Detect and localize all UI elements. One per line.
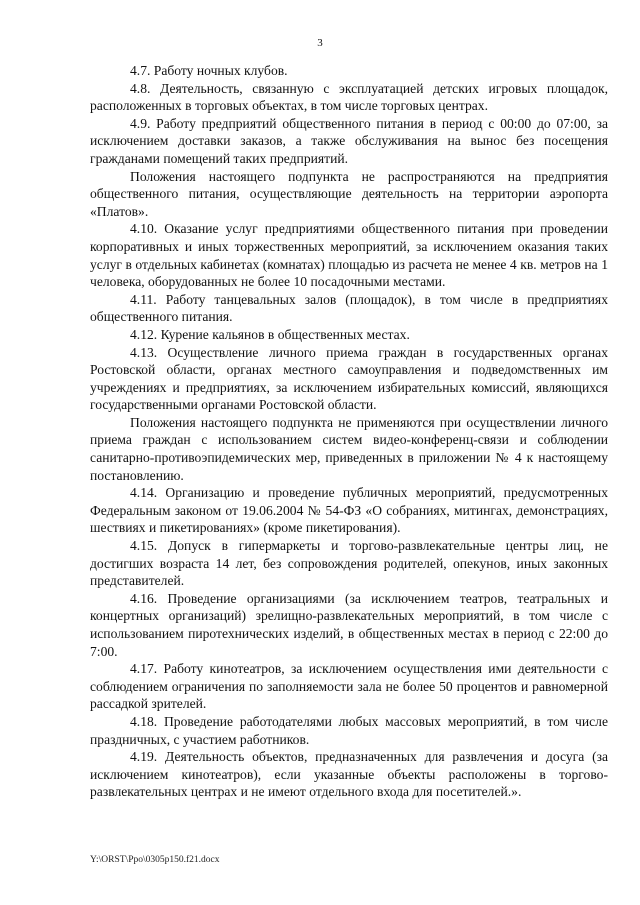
paragraph-4-9-note: Положения настоящего подпункта не распространяются на предприятия общественного питания, осуществляющие деятельность на территории аэропорта «Платов».	[90, 168, 608, 219]
paragraph-4-13-note: Положения настоящего подпункта не применяются при осуществлении личного приема граждан с использованием систем видео-конференц-связи и соблюдении санитарно-противоэпидемических мер, приведенных в приложении № 4 к настоящему постановлению.	[90, 414, 608, 483]
paragraph-4-10: 4.10. Оказание услуг предприятиями общественного питания при проведении корпоративных и иных торжественных мероприятий, за исключением оказания таких услуг в отдельных кабинетах (комнатах) площадью из расчета не менее 4 кв. метров на 1 человека, оборудованных не более 10 посадочными местами.	[90, 221, 608, 290]
paragraph-4-8: 4.8. Деятельность, связанную с эксплуатацией детских игровых площадок, расположенных в торговых объектах, в том числе торговых центрах.	[90, 80, 608, 114]
paragraph-4-9: 4.9. Работу предприятий общественного питания в период с 00:00 до 07:00, за исключением доставки заказов, а также обслуживания на вынос без посещения гражданами помещений таких предприятий.	[90, 115, 608, 166]
file-path-footer: Y:\ORST\Ppo\0305p150.f21.docx	[90, 855, 220, 865]
page-number: 3	[317, 37, 323, 49]
paragraph-4-16: 4.16. Проведение организациями (за исключением театров, театральных и концертных организаций) зрелищно-развлекательных мероприятий, в том числе с использованием пиротехнических изделий, в общественных местах в период с 22:00 до 7:00.	[90, 590, 608, 659]
paragraph-4-11: 4.11. Работу танцевальных залов (площадок), в том числе в предприятиях общественного питания.	[90, 291, 608, 325]
paragraph-4-17: 4.17. Работу кинотеатров, за исключением осуществления ими деятельности с соблюдением ограничения по заполняемости зала не более 50 процентов и равномерной рассадкой зрителей.	[90, 661, 608, 712]
paragraph-4-7: 4.7. Работу ночных клубов.	[130, 63, 288, 78]
paragraph-4-12: 4.12. Курение кальянов в общественных местах.	[130, 326, 410, 342]
document-body	[90, 62, 608, 801]
paragraph-4-14: 4.14. Организацию и проведение публичных мероприятий, предусмотренных Федеральным законом от 19.06.2004 № 54-ФЗ «О собраниях, митингах, демонстрациях, шествиях и пикетированиях» (кроме пикетирования).	[90, 485, 608, 536]
paragraph-4-18: 4.18. Проведение работодателями любых массовых мероприятий, в том числе праздничных, с участием работников.	[90, 713, 608, 747]
paragraph-4-13: 4.13. Осуществление личного приема граждан в государственных органах Ростовской области, органах местного самоуправления и подведомственных им учреждениях и предприятиях, за исключением избирательных комиссий, являющихся государственными органами Ростовской области.	[90, 344, 608, 413]
paragraph-4-15: 4.15. Допуск в гипермаркеты и торгово-развлекательные центры лиц, не достигших возраста 14 лет, без сопровождения родителей, опекунов, иных законных представителей.	[90, 538, 608, 589]
paragraph-4-19: 4.19. Деятельность объектов, предназначенных для развлечения и досуга (за исключением кинотеатров), если указанные объекты расположены в торгово-развлекательных центрах и не имеют отдельного входа для посетителей.».	[90, 749, 608, 800]
